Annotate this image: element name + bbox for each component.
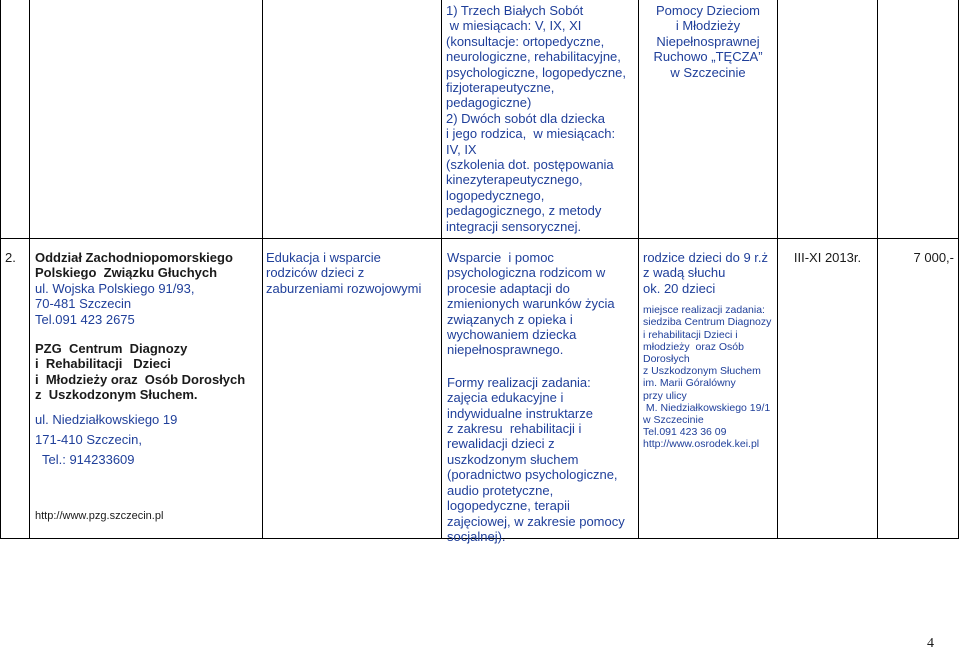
org-address: 70-481 Szczecin bbox=[35, 296, 132, 312]
text-line: zajęcia edukacyjne i bbox=[447, 390, 564, 406]
text-line: psychologiczne, logopedyczne, bbox=[446, 64, 626, 80]
center-address: 171-410 Szczecin, bbox=[35, 431, 142, 447]
text-line: Wsparcie i pomoc bbox=[447, 250, 554, 265]
text-line: młodzieży oraz Osób bbox=[643, 340, 744, 353]
text-line: (konsultacje: ortopedyczne, bbox=[446, 33, 605, 49]
text-line: niepełnosprawnego. bbox=[447, 342, 564, 358]
text-line: (szkolenia dot. postępowania bbox=[446, 157, 614, 173]
grid-line-col3 bbox=[441, 0, 442, 539]
text-line: kinezyterapeutycznego, bbox=[446, 172, 583, 188]
org-name: Polskiego Związku Głuchych bbox=[35, 265, 218, 281]
text-line: (poradnictwo psychologiczne, bbox=[447, 467, 618, 483]
text-line: i rehabilitacji Dzieci i bbox=[643, 328, 738, 341]
grid-line-col1 bbox=[29, 0, 30, 539]
grid-line-right bbox=[958, 0, 959, 539]
text-line: miejsce realizacji zadania: bbox=[643, 304, 765, 317]
text-line: z Uszkodzonym Słuchem bbox=[643, 365, 761, 378]
text-line: wychowaniem dziecka bbox=[447, 327, 577, 343]
center-name: PZG Centrum Diagnozy bbox=[35, 341, 188, 357]
grid-line-row-divider bbox=[0, 238, 959, 239]
center-name: i Rehabilitacji Dzieci bbox=[35, 356, 171, 372]
text-line: Tel.091 423 36 09 bbox=[643, 426, 727, 439]
text-line: 2) Dwóch sobót dla dziecka bbox=[446, 110, 605, 126]
text-line: Niepełnosprawnej bbox=[656, 33, 760, 49]
grid-line-col6 bbox=[877, 0, 878, 539]
text-line: z zakresu rehabilitacji i bbox=[447, 421, 582, 437]
page-number: 4 bbox=[927, 636, 934, 651]
grid-line-col5 bbox=[777, 0, 778, 539]
org-phone: Tel.091 423 2675 bbox=[35, 311, 135, 327]
row2-task-name bbox=[266, 250, 440, 296]
row2-amount: 7 000,- bbox=[913, 250, 954, 265]
text-line: Dorosłych bbox=[643, 353, 690, 366]
text-line: psychologiczna rodzicom w bbox=[447, 265, 606, 281]
text-line: neurologiczne, rehabilitacyjne, bbox=[446, 49, 621, 65]
row1-place bbox=[639, 3, 777, 80]
text-line: z wadą słuchu bbox=[643, 265, 726, 281]
grid-line-col4 bbox=[638, 0, 639, 539]
text-line: siedziba Centrum Diagnozy bbox=[643, 316, 772, 329]
text-line: Pomocy Dzieciom bbox=[655, 3, 761, 18]
text-line: rewalidacji dzieci z bbox=[447, 436, 555, 452]
text-line: fizjoterapeutyczne, bbox=[446, 80, 555, 96]
text-line: pedagogicznego, z metody bbox=[446, 203, 602, 219]
text-line: przy ulicy bbox=[643, 389, 687, 402]
text-line: indywidualne instruktarze bbox=[447, 405, 593, 421]
text-line: w miesiącach: V, IX, XI bbox=[446, 18, 582, 34]
center-website: http://www.pzg.szczecin.pl bbox=[35, 509, 164, 522]
text-line: i Młodzieży bbox=[675, 18, 741, 34]
text-line: zajęciowej, w zakresie pomocy bbox=[447, 513, 625, 529]
center-address: ul. Niedziałkowskiego 19 bbox=[35, 411, 178, 427]
text-line: audio protetyczne, bbox=[447, 482, 554, 498]
text-line: 1) Trzech Białych Sobót bbox=[446, 3, 584, 18]
row2-recipients bbox=[643, 250, 777, 451]
org-address: ul. Wojska Polskiego 91/93, bbox=[35, 280, 195, 296]
text-line: M. Niedziałkowskiego 19/1 bbox=[643, 401, 771, 414]
text-line: socjalnej). bbox=[447, 528, 506, 544]
grid-line-col2 bbox=[262, 0, 263, 539]
text-line: w Szczecinie bbox=[670, 64, 746, 80]
row2-location bbox=[643, 304, 777, 450]
text-line: rodzice dzieci do 9 r.ż bbox=[643, 250, 769, 265]
text-line: Ruchowo „TĘCZA” bbox=[653, 49, 763, 65]
grid-line-left bbox=[0, 0, 1, 539]
text-line: Edukacja i wsparcie bbox=[266, 250, 381, 265]
text-line: Formy realizacji zadania: bbox=[447, 374, 591, 390]
center-name: z Uszkodzonym Słuchem. bbox=[35, 387, 198, 403]
text-line: http://www.osrodek.kei.pl bbox=[643, 438, 760, 451]
row2-period: III-XI 2013r. bbox=[793, 250, 862, 265]
row2-number: 2. bbox=[5, 250, 16, 265]
text-line: logopedyczne, terapii bbox=[447, 498, 570, 514]
text-line: ok. 20 dzieci bbox=[643, 280, 716, 296]
text-line: IV, IX bbox=[446, 141, 477, 157]
text-line: uszkodzonym słuchem bbox=[447, 451, 579, 467]
center-name: i Młodzieży oraz Osób Dorosłych bbox=[35, 371, 246, 387]
text-line: i jego rodzica, w miesiącach: bbox=[446, 126, 616, 142]
text-line: logopedycznego, bbox=[446, 187, 545, 203]
text-line: im. Marii Góralówny bbox=[643, 377, 736, 390]
row2-organization bbox=[35, 250, 261, 524]
row1-task-description bbox=[446, 3, 636, 234]
center-phone: Tel.: 914233609 bbox=[35, 451, 135, 467]
text-line: procesie adaptacji do bbox=[447, 280, 570, 296]
text-line: w Szczecinie bbox=[643, 414, 704, 427]
text-line: rodziców dzieci z bbox=[266, 265, 365, 281]
text-line: zaburzeniami rozwojowymi bbox=[266, 280, 422, 296]
text-line: związanych z opieka i bbox=[447, 311, 573, 327]
text-line: integracji sensorycznej. bbox=[446, 218, 582, 234]
text-line: pedagogiczne) bbox=[446, 95, 532, 111]
text-line: zmienionych warunków życia bbox=[447, 296, 615, 312]
org-name: Oddział Zachodniopomorskiego bbox=[35, 250, 233, 265]
row2-task-description bbox=[447, 250, 637, 544]
